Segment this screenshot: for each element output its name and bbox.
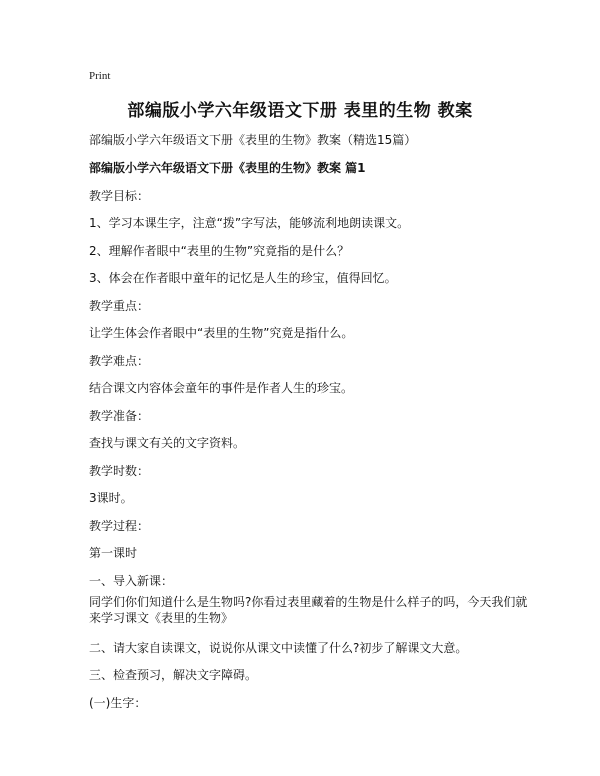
paragraph: 3、体会在作者眼中童年的记忆是人生的珍宝，值得回忆。 (89, 271, 397, 285)
paragraph: 教学准备： (89, 409, 150, 423)
paragraph: 同学们你们知道什么是生物吗?你看过表里藏着的生物是什么样子的吗，今天我们就来学习课文《表里的生物》 (89, 595, 528, 625)
paragraph: 二、请大家自读课文，说说你从课文中读懂了什么?初步了解课文大意。 (89, 641, 468, 655)
paragraph: 一、导入新课： (89, 574, 174, 588)
paragraph: 查找与课文有关的文字资料。 (89, 436, 246, 450)
paragraph: 让学生体会作者眼中“表里的生物”究竟是指什么。 (89, 326, 354, 340)
paragraph: 教学重点： (89, 299, 150, 313)
paragraph: 三、检查预习，解决文字障碍。 (89, 668, 258, 682)
paragraph: 教学难点： (89, 354, 150, 368)
paragraph: (一)生字： (89, 696, 147, 710)
section-heading: 部编版小学六年级语文下册《表里的生物》教案 篇1 (89, 161, 366, 175)
paragraph: 结合课文内容体会童年的事件是作者人生的珍宝。 (89, 381, 354, 395)
paragraph: 3课时。 (89, 491, 133, 505)
document-subtitle: 部编版小学六年级语文下册《表里的生物》教案（精选15篇） (89, 133, 417, 147)
paragraph: 2、理解作者眼中“表里的生物”究竟指的是什么？ (89, 244, 350, 258)
paragraph: 教学目标： (89, 189, 150, 203)
paragraph: 教学过程： (89, 519, 150, 533)
print-label: Print (89, 70, 111, 82)
paragraph: 教学时数： (89, 464, 150, 478)
paragraph: 1、学习本课生字，注意“拨”字写法，能够流利地朗读课文。 (89, 216, 410, 230)
paragraph: 第一课时 (89, 546, 138, 560)
document-title: 部编版小学六年级语文下册 表里的生物 教案 (127, 101, 473, 121)
